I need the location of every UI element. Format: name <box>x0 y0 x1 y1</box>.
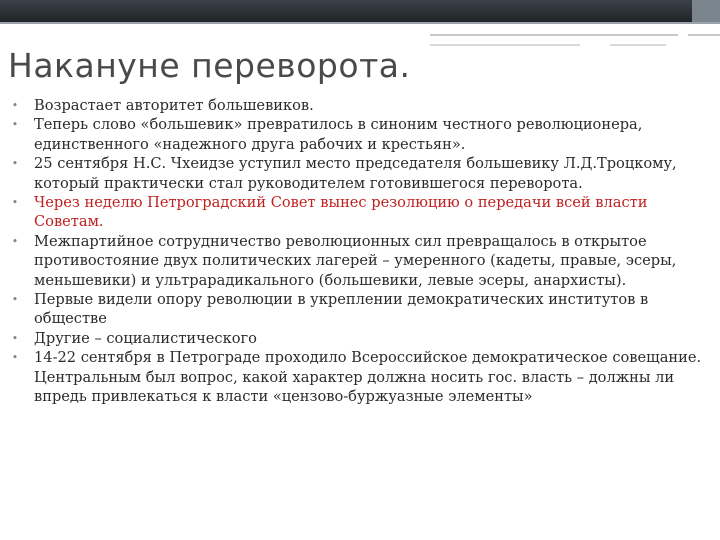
decorative-line <box>610 44 666 46</box>
bullet-icon: • <box>11 351 19 365</box>
header-divider <box>0 22 720 24</box>
bullet-icon: • <box>11 234 19 248</box>
bullet-list <box>8 96 714 407</box>
bullet-text: Первые видели опору революции в укреплении демократических институтов в обществе <box>34 291 649 328</box>
bullet-item-highlighted <box>8 193 714 232</box>
header-accent-block <box>692 0 720 22</box>
bullet-item <box>8 96 714 115</box>
bullet-text: Возрастает авторитет большевиков. <box>34 97 314 114</box>
decorative-line <box>430 44 580 46</box>
bullet-text: Другие – социалистического <box>34 329 257 347</box>
slide-title: Накануне переворота. <box>8 46 411 85</box>
bullet-text: Через неделю Петроградский Совет вынес резолюцию о передачи всей власти Советам. <box>34 194 648 231</box>
bullet-text: Теперь слово «большевик» превратилось в синоним честного революционера, единственного «надежного друга рабочих и крестьян». <box>34 116 643 153</box>
bullet-icon: • <box>11 118 19 132</box>
bullet-item <box>8 154 714 193</box>
slide-body <box>8 96 714 407</box>
bullet-item <box>8 329 714 348</box>
bullet-text: 14-22 сентября в Петрограде проходило Всероссийское демократическое совещание. Центральным был вопрос, какой характер должна носить гос. власть – должны ли впредь привлекаться к власти «цензово-буржуазные элементы» <box>34 349 702 406</box>
bullet-icon: • <box>11 99 19 112</box>
bullet-text: 25 сентября Н.С. Чхеидзе уступил место председателя большевику Л.Д.Троцкому, который практически стал руководителем готовившегося переворота. <box>34 155 677 192</box>
bullet-item <box>8 232 714 290</box>
decorative-line <box>430 34 678 36</box>
bullet-icon: • <box>11 157 19 171</box>
bullet-item <box>8 290 714 329</box>
bullet-text: Межпартийное сотрудничество революционных сил превращалось в открытое противостояние двух политических лагерей – умеренного (кадеты, правые, эсеры, меньшевики) и ультрарадикального (большевики, левые эсеры, анархисты). <box>34 232 677 289</box>
header-bar <box>0 0 720 22</box>
bullet-icon: • <box>11 293 19 307</box>
bullet-icon: • <box>11 331 19 345</box>
decorative-line <box>688 34 720 36</box>
bullet-icon: • <box>11 196 19 210</box>
bullet-item <box>8 348 714 406</box>
bullet-item <box>8 115 714 154</box>
